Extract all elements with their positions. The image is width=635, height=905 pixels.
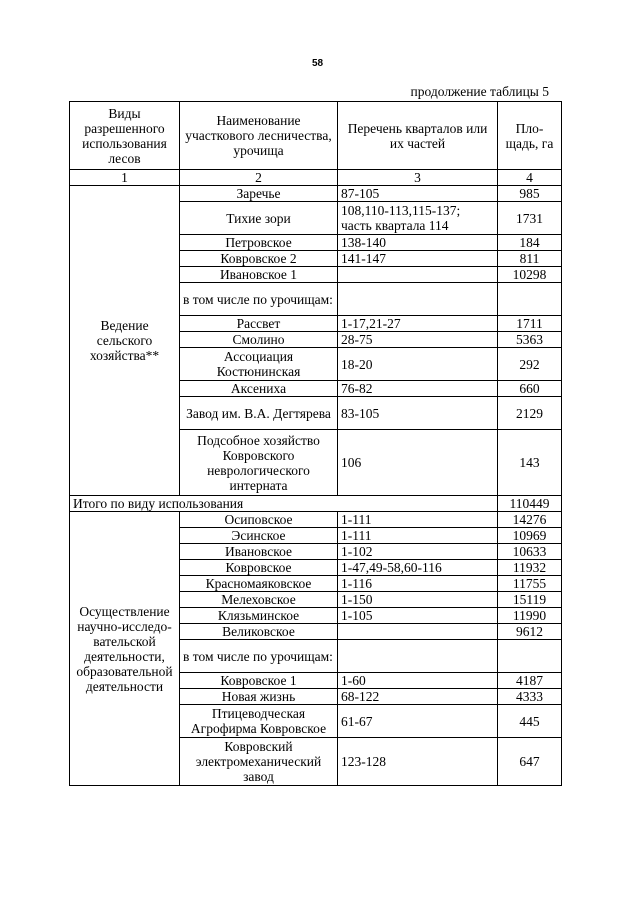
use-type-cell: Осуществление научно-исследо-вательской деятельности, образовательной деятельности	[70, 512, 180, 786]
header-forestry-name: Наименование участкового лесничества, урочища	[180, 102, 338, 170]
quarters-cell	[338, 640, 498, 673]
quarters-cell: 108,110-113,115-137; часть квартала 114	[338, 202, 498, 235]
forestry-name: Птицеводческая Агрофирма Ковровское	[180, 705, 338, 738]
forestry-name: Тихие зори	[180, 202, 338, 235]
total-label: Итого по виду использования	[70, 496, 498, 512]
forestry-name: Новая жизнь	[180, 689, 338, 705]
forestry-name: Ковровское 2	[180, 251, 338, 267]
quarters-cell: 28-75	[338, 332, 498, 348]
area-cell: 4187	[498, 673, 562, 689]
forestry-name: Мелеховское	[180, 592, 338, 608]
quarters-cell: 106	[338, 430, 498, 496]
area-cell: 14276	[498, 512, 562, 528]
area-cell: 1731	[498, 202, 562, 235]
header-quarters: Перечень кварталов или их частей	[338, 102, 498, 170]
quarters-cell: 1-111	[338, 528, 498, 544]
total-area: 110449	[498, 496, 562, 512]
area-cell: 11932	[498, 560, 562, 576]
land-use-table	[69, 101, 562, 786]
quarters-cell	[338, 624, 498, 640]
forestry-name: Ковровское	[180, 560, 338, 576]
forestry-name: Клязьминское	[180, 608, 338, 624]
table-row	[70, 512, 562, 528]
quarters-cell: 138-140	[338, 235, 498, 251]
area-cell: 445	[498, 705, 562, 738]
table-header-row	[70, 102, 562, 170]
quarters-cell: 123-128	[338, 738, 498, 786]
area-cell: 985	[498, 186, 562, 202]
area-cell: 10633	[498, 544, 562, 560]
area-cell: 143	[498, 430, 562, 496]
forestry-name: Ивановское	[180, 544, 338, 560]
quarters-cell: 1-105	[338, 608, 498, 624]
quarters-cell: 18-20	[338, 348, 498, 381]
forestry-name: Рассвет	[180, 316, 338, 332]
quarters-cell: 76-82	[338, 381, 498, 397]
column-number: 3	[338, 170, 498, 186]
use-type-cell: Ведение сельского хозяйства**	[70, 186, 180, 496]
area-cell: 15119	[498, 592, 562, 608]
forestry-name: Ивановское 1	[180, 267, 338, 283]
forestry-name: Осиповское	[180, 512, 338, 528]
subtotal-label: в том числе по урочищам:	[180, 640, 338, 673]
header-area: Пло-щадь, га	[498, 102, 562, 170]
page-number: 58	[311, 58, 324, 69]
forestry-name: Заречье	[180, 186, 338, 202]
forestry-name: Ковровский электромеханический завод	[180, 738, 338, 786]
area-cell: 11755	[498, 576, 562, 592]
area-cell: 4333	[498, 689, 562, 705]
forestry-name: Ассоциация Костюнинская	[180, 348, 338, 381]
forestry-name: Аксениха	[180, 381, 338, 397]
column-number: 4	[498, 170, 562, 186]
area-cell: 1711	[498, 316, 562, 332]
forestry-name: Красномаяковское	[180, 576, 338, 592]
forestry-name: Эсинское	[180, 528, 338, 544]
header-use-type: Виды разрешенного использования лесов	[70, 102, 180, 170]
quarters-cell: 83-105	[338, 397, 498, 430]
quarters-cell	[338, 283, 498, 316]
forestry-name: Подсобное хозяйство Ковровского неврологического интерната	[180, 430, 338, 496]
area-cell: 10969	[498, 528, 562, 544]
column-number: 2	[180, 170, 338, 186]
quarters-cell	[338, 267, 498, 283]
area-cell: 2129	[498, 397, 562, 430]
column-number-row	[70, 170, 562, 186]
table-row	[70, 186, 562, 202]
table-continuation-caption: продолжение таблицы 5	[410, 84, 549, 99]
forestry-name: Великовское	[180, 624, 338, 640]
area-cell	[498, 640, 562, 673]
total-row	[70, 496, 562, 512]
area-cell: 10298	[498, 267, 562, 283]
column-number: 1	[70, 170, 180, 186]
area-cell: 292	[498, 348, 562, 381]
area-cell: 11990	[498, 608, 562, 624]
quarters-cell: 141-147	[338, 251, 498, 267]
quarters-cell: 1-47,49-58,60-116	[338, 560, 498, 576]
forestry-name: Петровское	[180, 235, 338, 251]
area-cell: 184	[498, 235, 562, 251]
quarters-cell: 1-111	[338, 512, 498, 528]
forestry-name: Завод им. В.А. Дегтярева	[180, 397, 338, 430]
quarters-cell: 1-150	[338, 592, 498, 608]
quarters-cell: 1-17,21-27	[338, 316, 498, 332]
quarters-cell: 61-67	[338, 705, 498, 738]
forestry-name: Ковровское 1	[180, 673, 338, 689]
area-cell	[498, 283, 562, 316]
quarters-cell: 1-102	[338, 544, 498, 560]
area-cell: 811	[498, 251, 562, 267]
area-cell: 5363	[498, 332, 562, 348]
quarters-cell: 1-116	[338, 576, 498, 592]
quarters-cell: 87-105	[338, 186, 498, 202]
subtotal-label: в том числе по урочищам:	[180, 283, 338, 316]
area-cell: 647	[498, 738, 562, 786]
forestry-name: Смолино	[180, 332, 338, 348]
area-cell: 9612	[498, 624, 562, 640]
area-cell: 660	[498, 381, 562, 397]
quarters-cell: 68-122	[338, 689, 498, 705]
quarters-cell: 1-60	[338, 673, 498, 689]
